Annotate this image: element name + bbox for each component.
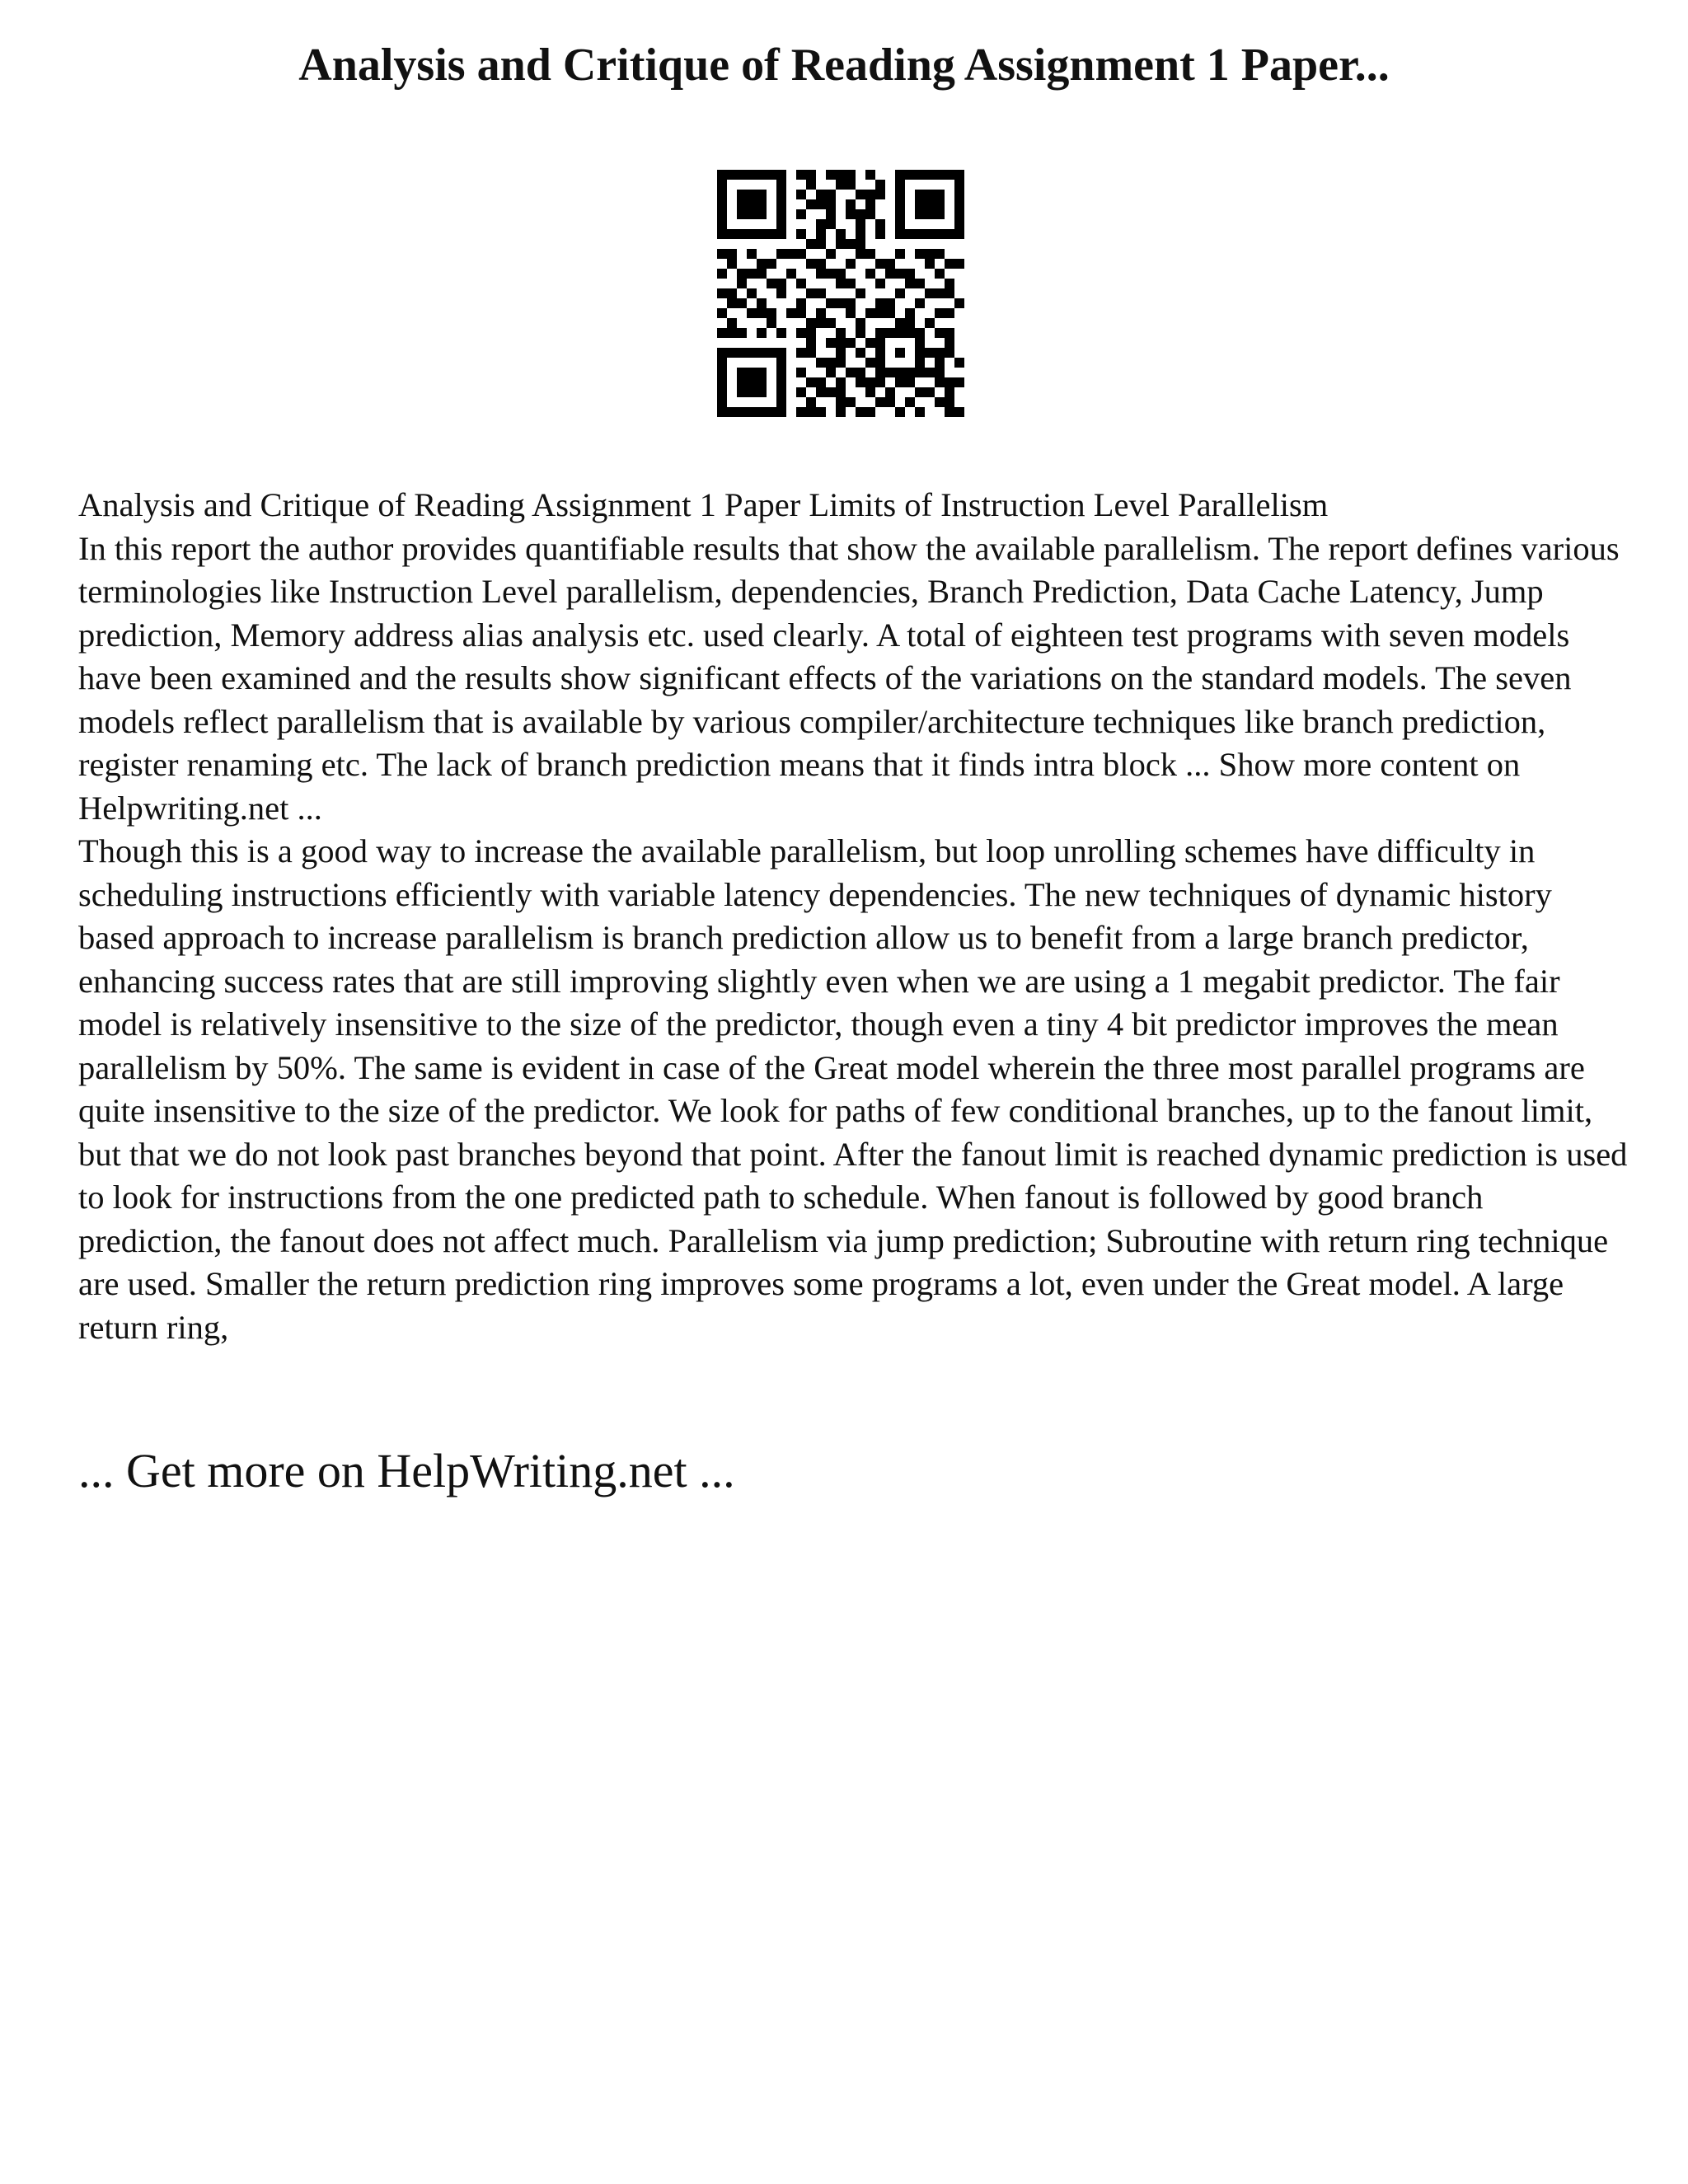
paragraph-1: In this report the author provides quantifiable results that show the available parallelism. The report defines various terminologies like Instruction Level parallelism, dependencies, Branch Prediction, Data Cache Latency, Jump prediction, Memory address alias analysis etc. used clearly. A total of eighteen test programs with seven models have been examined and the results show significant effects of the variations on the standard models. The seven models reflect parallelism that is available by various compiler/architecture techniques like branch prediction, register renaming etc. The lack of branch prediction means that it finds intra block ... Show more content on Helpwriting.net ... <box>78 529 1620 827</box>
get-more-link[interactable]: ... Get more on HelpWriting.net ... <box>78 1444 735 1497</box>
document-body <box>78 484 1628 1349</box>
paragraph-2: Though this is a good way to increase the available parallelism, but loop unrolling schemes have difficulty in scheduling instructions efficiently with variable latency dependencies. The new techniques of dynamic history based approach to increase parallelism is branch prediction allow us to benefit from a large branch predictor, enhancing success rates that are still improving slightly even when we are using a 1 megabit predictor. The fair model is relatively insensitive to the size of the predictor, though even a tiny 4 bit predictor improves the mean parallelism by 50%. The same is evident in case of the Great model wherein the three most parallel programs are quite insensitive to the size of the predictor. We look for paths of few conditional branches, up to the fanout limit, but that we do not look past branches beyond that point. After the fanout limit is reached dynamic prediction is used to look for instructions from the one predicted path to schedule. When fanout is followed by good branch prediction, the fanout does not affect much. Parallelism via jump prediction; Subroutine with return ring technique are used. Smaller the return prediction ring improves some programs a lot, even under the Great model. A large return ring, <box>78 832 1628 1346</box>
document-title: Analysis and Critique of Reading Assignment 1 Paper... <box>298 40 1390 91</box>
document-heading-line: Analysis and Critique of Reading Assignment 1 Paper Limits of Instruction Level Parallelism <box>78 486 1329 523</box>
qr-code-icon <box>717 170 964 417</box>
